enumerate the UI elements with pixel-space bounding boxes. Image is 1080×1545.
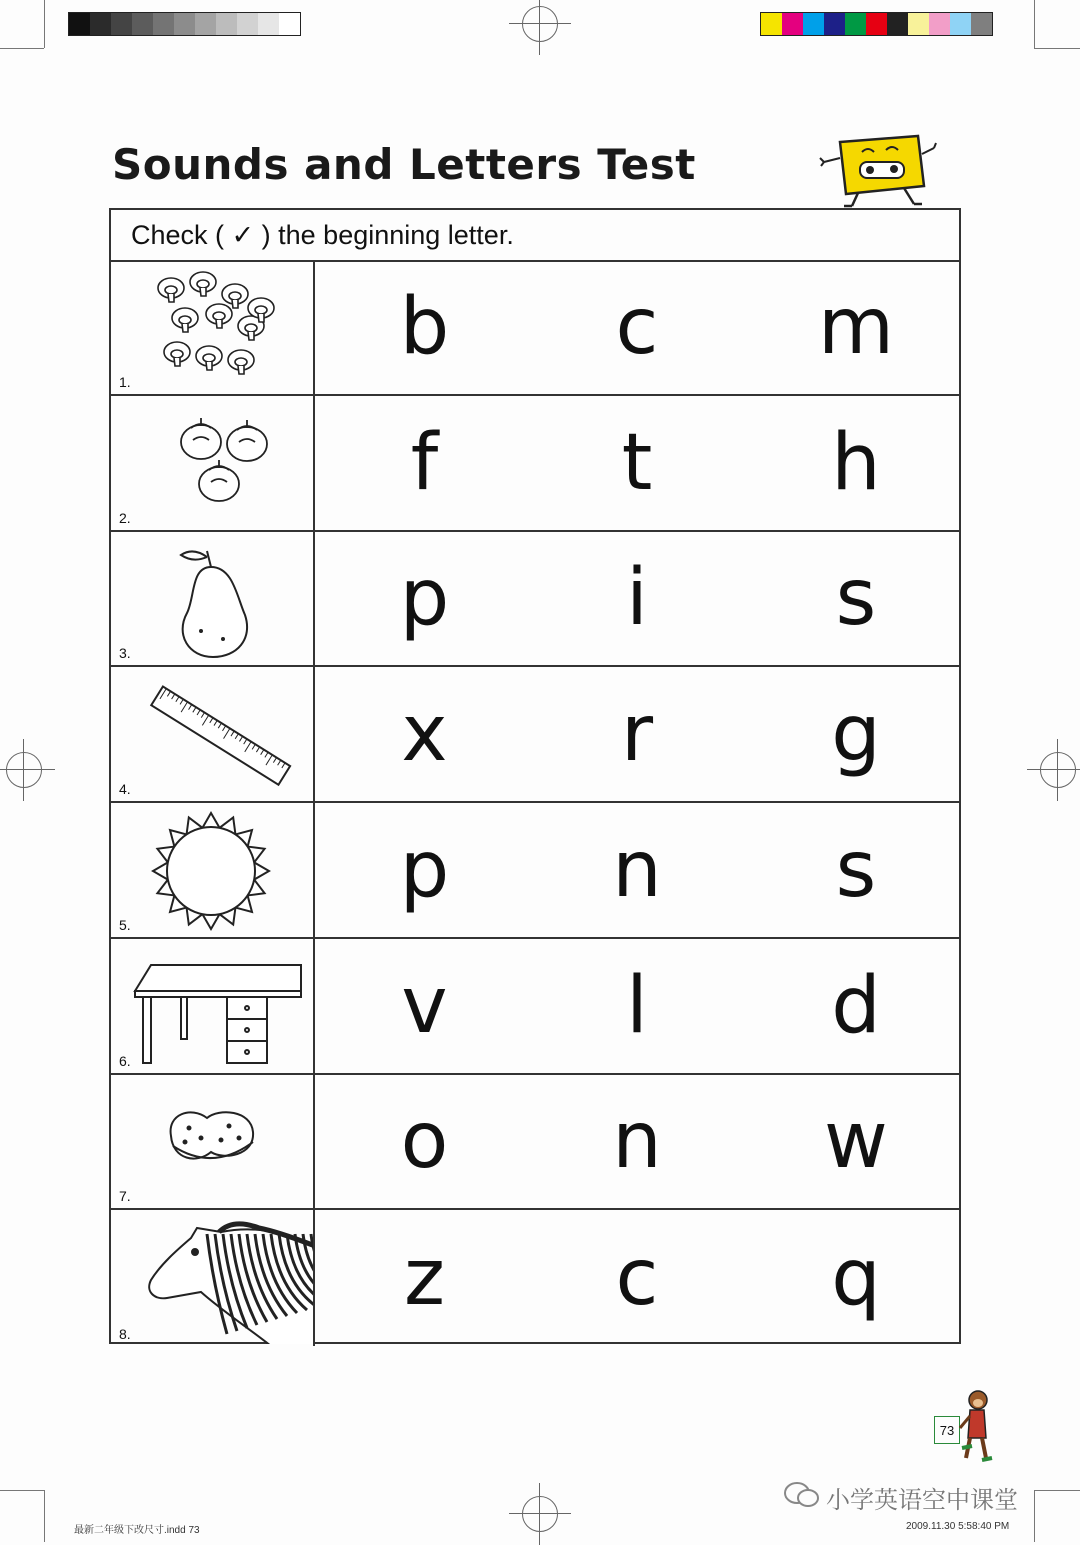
sun-icon xyxy=(111,803,313,937)
letter-choices xyxy=(315,1210,959,1346)
letter-choice[interactable]: o xyxy=(400,1096,449,1187)
letter-choice[interactable]: s xyxy=(835,553,877,644)
gray-swatch xyxy=(90,13,111,35)
color-swatch xyxy=(908,13,929,35)
question-row xyxy=(111,803,959,939)
monkey-icon xyxy=(956,1388,996,1464)
color-swatch xyxy=(971,13,992,35)
page-title: Sounds and Letters Test xyxy=(112,140,696,189)
crop-mark xyxy=(44,1490,45,1542)
letter-choice[interactable]: d xyxy=(831,960,881,1051)
picture-cell xyxy=(111,1210,315,1346)
gray-swatch xyxy=(216,13,237,35)
worksheet-table xyxy=(109,208,961,1344)
desk-icon xyxy=(111,939,313,1073)
color-swatch xyxy=(866,13,887,35)
gray-swatch xyxy=(237,13,258,35)
letter-choice[interactable]: f xyxy=(410,417,439,508)
registration-mark xyxy=(1040,752,1076,788)
letter-choice[interactable]: p xyxy=(399,553,450,644)
question-number: 4. xyxy=(119,781,131,798)
question-number: 5. xyxy=(119,916,131,933)
picture-cell xyxy=(111,939,315,1073)
color-swatch xyxy=(950,13,971,35)
color-swatch xyxy=(887,13,908,35)
letter-choice[interactable]: g xyxy=(831,689,881,780)
pear-icon xyxy=(111,531,313,665)
mushrooms-icon xyxy=(111,260,313,394)
picture-cell xyxy=(111,396,315,530)
letter-choice[interactable]: x xyxy=(401,689,448,780)
letter-choices xyxy=(315,1074,959,1208)
footer-left: 最新二年级下改尺寸.indd 73 xyxy=(74,1525,200,1536)
letter-choice[interactable]: n xyxy=(612,824,662,915)
ruler-icon xyxy=(111,667,313,801)
color-swatch xyxy=(929,13,950,35)
registration-mark xyxy=(522,6,558,42)
question-row xyxy=(111,1210,959,1346)
letter-choice[interactable]: p xyxy=(399,824,450,915)
gray-swatch xyxy=(195,13,216,35)
crop-mark xyxy=(1034,1490,1080,1491)
gray-swatch xyxy=(69,13,90,35)
letter-choices xyxy=(315,803,959,937)
gray-swatch xyxy=(132,13,153,35)
picture-cell xyxy=(111,803,315,937)
instruction-text: Check ( ✓ ) the beginning letter. xyxy=(111,210,959,262)
letter-choice[interactable]: i xyxy=(626,553,648,644)
letter-choice[interactable]: l xyxy=(626,960,648,1051)
letter-choice[interactable]: h xyxy=(831,417,881,508)
letter-choice[interactable]: q xyxy=(831,1232,881,1323)
letter-choices xyxy=(315,667,959,801)
letter-choice[interactable]: r xyxy=(620,689,654,780)
letter-choice[interactable]: c xyxy=(615,1232,659,1323)
wechat-icon xyxy=(782,1480,822,1510)
gray-swatch xyxy=(153,13,174,35)
crop-mark xyxy=(0,1490,44,1491)
watermark-text: 小学英语空中课堂 xyxy=(826,1486,1018,1514)
cassette-mascot-icon xyxy=(818,128,938,210)
zebra-icon xyxy=(111,1210,313,1344)
letter-choice[interactable]: z xyxy=(403,1232,445,1323)
letter-choice[interactable]: b xyxy=(399,282,450,372)
color-swatch xyxy=(824,13,845,35)
letter-choices xyxy=(315,939,959,1073)
picture-cell xyxy=(111,260,315,394)
question-row xyxy=(111,939,959,1075)
crop-mark xyxy=(1034,0,1035,48)
sponge-icon xyxy=(111,1074,313,1208)
letter-choice[interactable]: m xyxy=(817,282,894,372)
crop-mark xyxy=(1034,48,1080,49)
color-swatch xyxy=(845,13,866,35)
page-number: 73 xyxy=(939,1422,955,1438)
registration-mark xyxy=(6,752,42,788)
question-number: 6. xyxy=(119,1052,131,1069)
grayscale-bar xyxy=(68,12,301,36)
crop-mark xyxy=(0,48,44,49)
letter-choice[interactable]: t xyxy=(621,417,653,508)
question-row xyxy=(111,531,959,667)
crop-mark xyxy=(44,0,45,48)
question-number: 8. xyxy=(119,1325,131,1342)
crop-mark xyxy=(1034,1490,1035,1542)
footer-right: 2009.11.30 5:58:40 PM xyxy=(906,1521,1010,1532)
gray-swatch xyxy=(174,13,195,35)
question-row xyxy=(111,396,959,532)
letter-choices xyxy=(315,260,959,394)
question-row xyxy=(111,260,959,396)
color-swatch xyxy=(803,13,824,35)
letter-choices xyxy=(315,531,959,665)
gray-swatch xyxy=(258,13,279,35)
letter-choice[interactable]: c xyxy=(615,282,659,372)
question-number: 1. xyxy=(119,374,131,390)
picture-cell xyxy=(111,667,315,801)
picture-cell xyxy=(111,1074,315,1208)
gray-swatch xyxy=(279,13,300,35)
question-number: 3. xyxy=(119,645,131,662)
registration-mark xyxy=(522,1496,558,1532)
letter-choice[interactable]: w xyxy=(824,1096,888,1187)
gray-swatch xyxy=(111,13,132,35)
letter-choice[interactable]: n xyxy=(612,1096,662,1187)
picture-cell xyxy=(111,531,315,665)
question-number: 7. xyxy=(119,1188,131,1205)
letter-choice[interactable]: v xyxy=(401,960,448,1051)
question-number: 2. xyxy=(119,509,131,526)
color-swatch xyxy=(782,13,803,35)
color-swatch xyxy=(761,13,782,35)
question-row xyxy=(111,1074,959,1210)
question-row xyxy=(111,667,959,803)
letter-choices xyxy=(315,396,959,530)
letter-choice[interactable]: s xyxy=(835,824,877,915)
color-bar xyxy=(760,12,993,36)
tomatoes-icon xyxy=(111,396,313,530)
